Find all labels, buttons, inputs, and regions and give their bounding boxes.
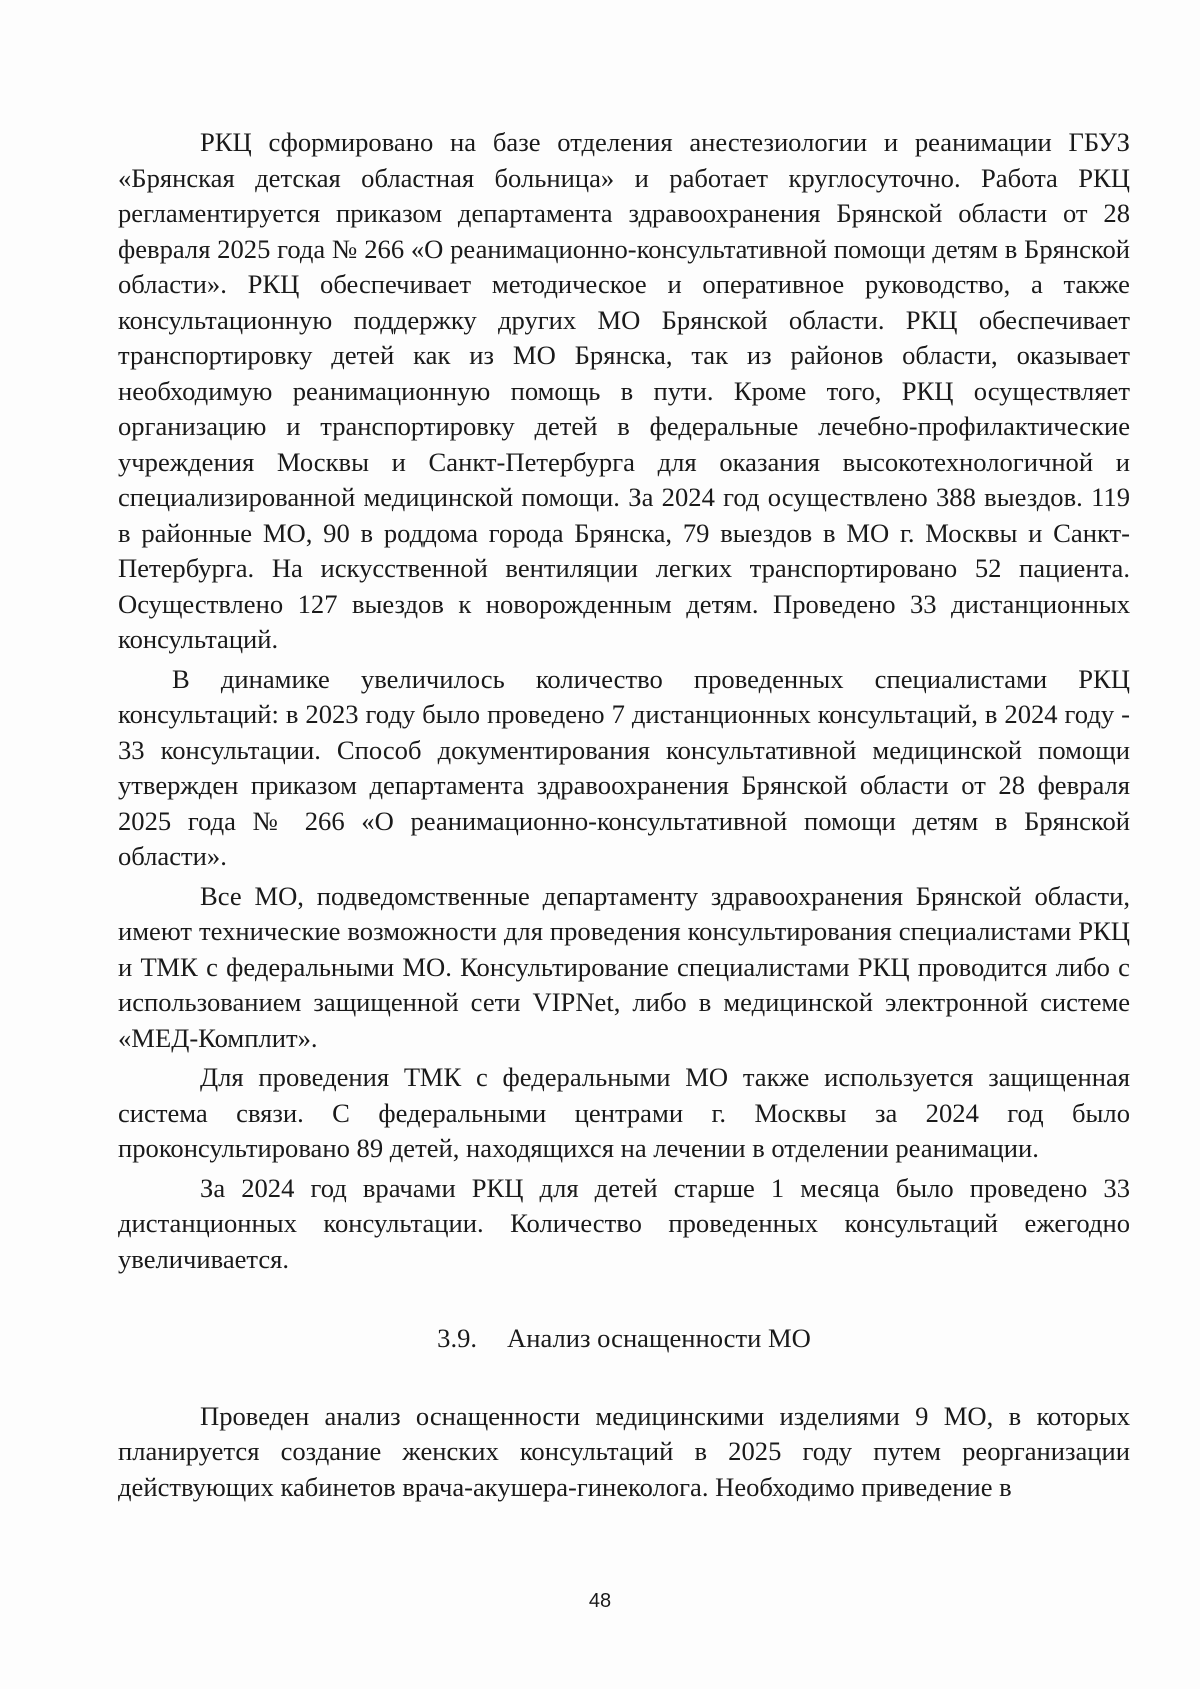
paragraph-tmk-federal: Для проведения ТМК с федеральными МО также используется защищенная система связи. С федеральными центрами г. Москвы за 2024 год было проконсультировано 89 детей, находящихся на лечении в отделении реанимации.	[118, 1062, 1130, 1163]
paragraph-technical-capabilities: Все МО, подведомственные департаменту здравоохранения Брянской области, имеют технические возможности для проведения консультирования специалистами РКЦ и ТМК с федеральными МО. Консультирование специалистами РКЦ проводится либо с использованием защищенной сети VIPNet, либо в медицинской электронной системе «МЕД-Комплит».	[118, 880, 1130, 1053]
section-number: 3.9.	[437, 1323, 478, 1353]
page-number: 48	[588, 1590, 612, 1612]
paragraph-remote-consultations: За 2024 год врачами РКЦ для детей старше 1 месяца было проведено 33 дистанционных консультации. Количество проведенных консультаций ежегодно увеличивается.	[118, 1172, 1130, 1274]
paragraph-rkc-overview: РКЦ сформировано на базе отделения анестезиологии и реанимации ГБУЗ «Брянская детская областная больница» и работает круглосуточно. Работа РКЦ регламентируется приказом департамента здравоохранения Брянской области от 28 февраля 2025 года № 266 «О реанимационно-консультативной помощи детям в Брянской области». РКЦ обеспечивает методическое и оперативное руководство, а также консультационную поддержку других МО Брянской области. РКЦ обеспечивает транспортировку детей как из МО Брянска, так из районов области, оказывает необходимую реанимационную помощь в пути. Кроме того, РКЦ осуществляет организацию и транспортировку детей в федеральные лечебно-профилактические учреждения Москвы и Санкт-Петербурга для оказания высокотехнологичной и специализированной медицинской помощи. За 2024 год осуществлено 388 выездов. 119 в районные МО, 90 в роддома города Брянска, 79 выездов в МО г. Москвы и Санкт-Петербурга. На искусственной вентиляции легких транспортировано 52 пациента. Осуществлено 127 выездов к новорожденным детям. Проведено 33 дистанционных консультаций.	[118, 127, 1130, 654]
paragraph-consultation-dynamics: В динамике увеличилось количество проведенных специалистами РКЦ консультаций: в 2023 году было проведено 7 дистанционных консультаций, в 2024 году - 33 консультации. Способ документирования консультативной медицинской помощи утвержден приказом департамента здравоохранения Брянской области от 28 февраля 2025 года № 266 «О реанимационно-консультативной помощи детям в Брянской области».	[118, 663, 1130, 871]
document-body-continued	[118, 1399, 1130, 1506]
section-title: Анализ оснащенности МО	[507, 1323, 811, 1353]
paragraph-equipment-analysis: Проведен анализ оснащенности медицинскими изделиями 9 МО, в которых планируется создание женских консультаций в 2025 году путем реорганизации действующих кабинетов врача-акушера-гинеколога. Необходимо приведение в	[118, 1400, 1130, 1502]
section-heading	[118, 1321, 1130, 1357]
document-body	[118, 125, 1130, 1277]
